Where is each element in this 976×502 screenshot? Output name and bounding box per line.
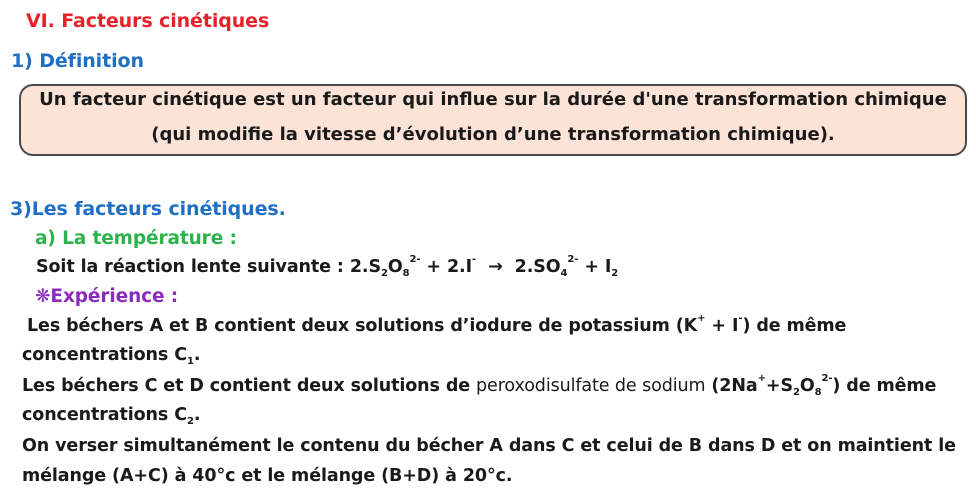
definition-line-2: (qui modifie la vitesse d’évolution d’une transformation chimique). — [151, 124, 835, 145]
paragraph3-line2: mélange (A+C) à 40°c et le mélange (B+D) à 20°c. — [22, 466, 513, 486]
reaction-line — [36, 254, 619, 279]
paragraph2-line2: concentrations $C_2$. — [22, 405, 201, 427]
reaction-intro: Soit la réaction lente suivante : — [36, 257, 344, 277]
temperature-subheading: a) La température : — [35, 228, 237, 249]
arrow-icon: → — [488, 257, 503, 277]
experience-label: ❋Expérience : — [35, 286, 179, 307]
definition-heading: 1) Définition — [11, 50, 144, 72]
definition-line-1: Un facteur cinétique est un facteur qui influe sur la durée d'une transformation chimique — [39, 89, 947, 110]
section-title: VI. Facteurs cinétiques — [26, 10, 270, 32]
reaction-equation: $2.S_2O_8^{2-} + 2.I^- \to 2.SO_4^{2-} + I_2$ — [349, 254, 619, 279]
peroxodisulfate-text: peroxodisulfate de sodium — [476, 376, 706, 396]
paragraph3-line1: On verser simultanément le contenu du bécher A dans C et celui de B dans D et on maintient le — [22, 436, 956, 456]
paragraph1-line1: Les béchers A et B contient deux solutions d’iodure de potassium (K+ + I-) de même — [27, 313, 847, 336]
paragraph1-line2: concentrations $C_1$. — [22, 345, 201, 367]
definition-box — [19, 84, 967, 156]
factors-heading: 3)Les facteurs cinétiques. — [10, 198, 286, 220]
paragraph2-line1: Les béchers C et D contient deux solutions de peroxodisulfate de sodium $(2Na^++S_2O_8^{2-})$ de même — [22, 373, 937, 398]
